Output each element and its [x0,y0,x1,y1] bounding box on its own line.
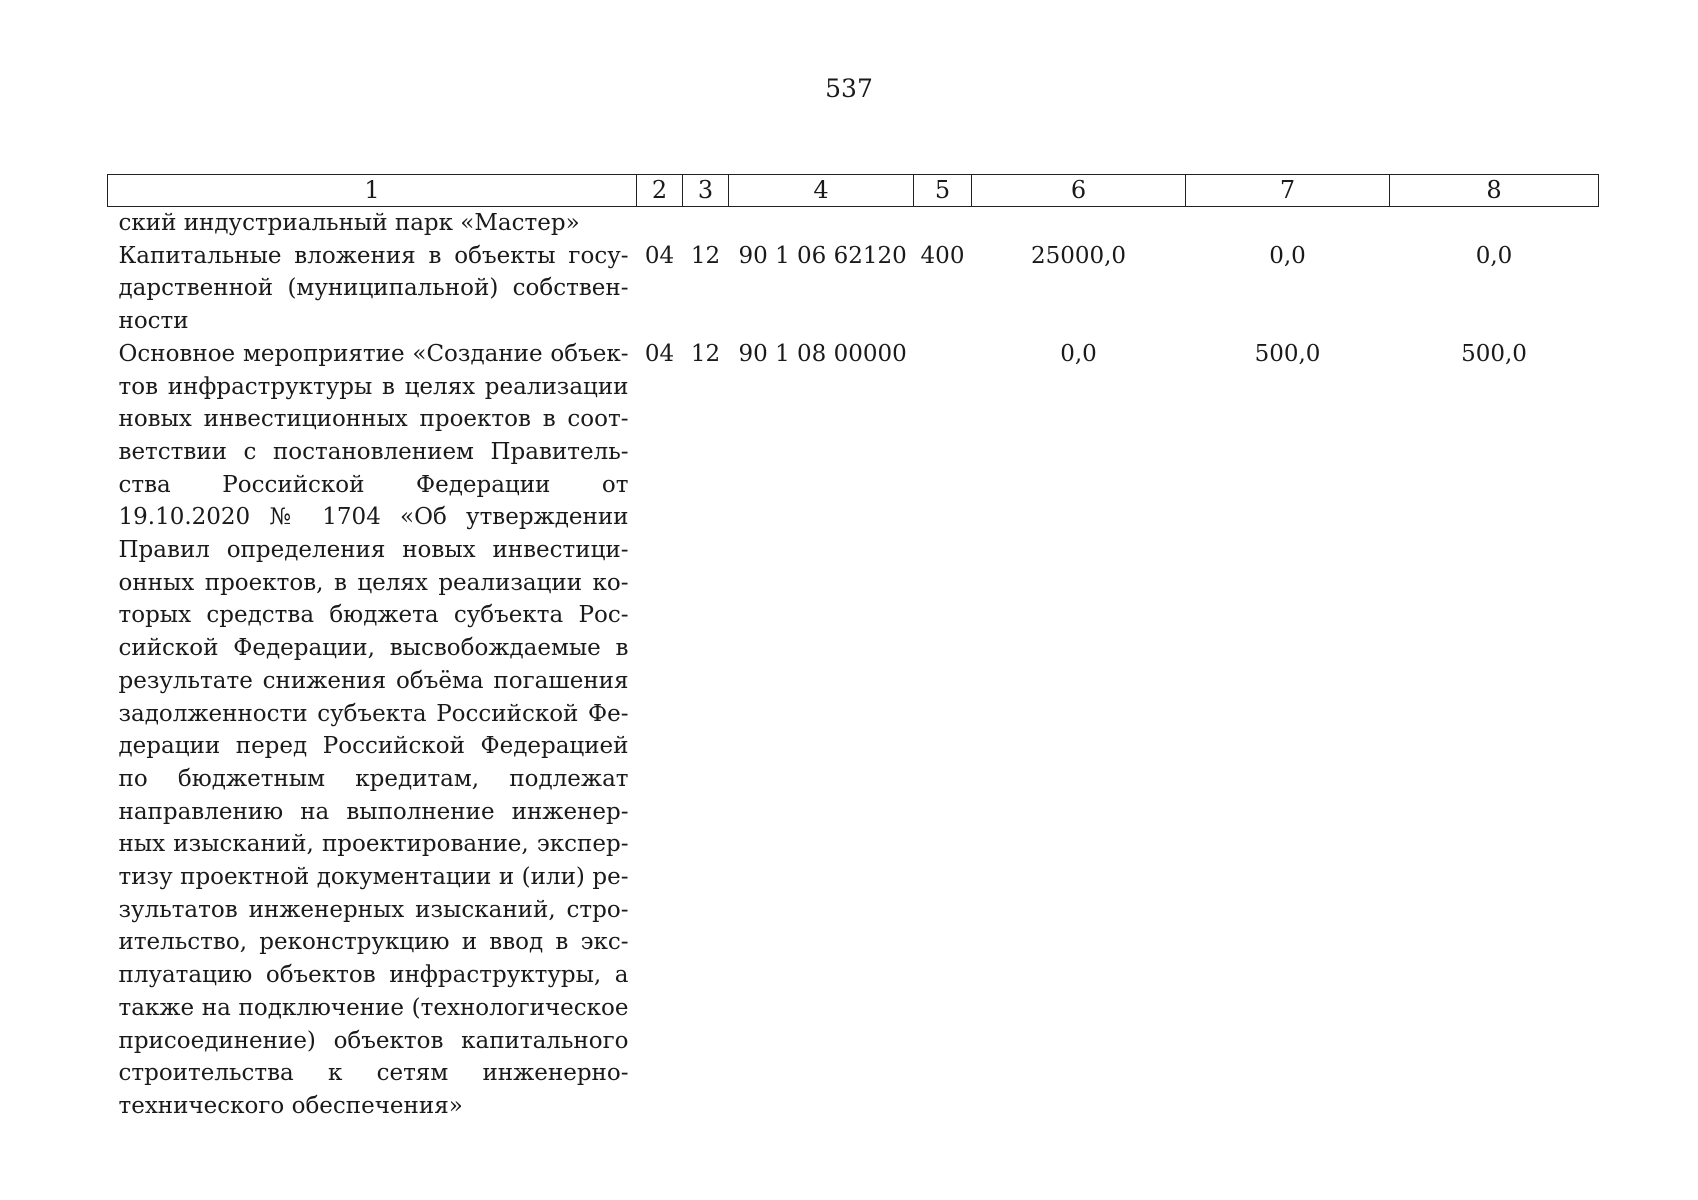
header-col-6: 6 [972,175,1186,207]
row-name-line: 19.10.2020 № 1704 «Об утверждении [118,504,629,531]
row-name-line: новых инвестиционных проектов в соот- [118,406,629,433]
row-section-cell [637,207,683,240]
row-name-line: задолженности субъекта Российской Фе- [118,700,629,727]
row-name-line: плуатацию объектов инфраструктуры, а [118,962,629,989]
row-section-cell: 04 [644,340,675,367]
row-name-line: онных проектов, в целях реализации ко- [118,569,629,596]
row-name-line: торых средства бюджета субъекта Рос- [118,602,629,629]
row-name-line: ский индустриальный парк «Мастер» [118,210,580,236]
header-col-1: 1 [108,175,637,207]
row-name-line: ности [118,308,189,335]
row-year1-amount-cell [972,207,1186,240]
row-name-line: зультатов инженерных изысканий, стро- [118,896,629,923]
row-subsection-cell [683,207,729,240]
row-section-cell: 04 [644,242,675,269]
row-name-line: тизу проектной документации и (или) ре- [118,864,629,891]
row-expense-type-cell [914,338,972,1123]
row-name-line: присоединение) объектов капитального [118,1027,629,1054]
table-row [108,240,1599,338]
row-year2-amount-cell: 0,0 [1269,242,1306,269]
table-body [108,207,1599,1123]
row-name-line: ства Российской Федерации от [118,471,629,498]
row-year3-amount-cell: 500,0 [1461,340,1527,367]
row-name-cell [108,338,637,1123]
table-row [108,207,1599,240]
budget-table-container [107,174,1598,1123]
row-name-line: по бюджетным кредитам, подлежат [118,765,629,792]
table-row [108,338,1599,1123]
table-header [108,175,1599,207]
row-name-line: направлению на выполнение инженер- [118,798,629,825]
header-col-5: 5 [914,175,972,207]
header-col-4: 4 [729,175,914,207]
row-year1-amount-cell: 0,0 [1060,340,1097,367]
row-year2-amount-cell [1186,207,1390,240]
row-name-line: также на подключение (технологическое [118,994,629,1021]
row-name-cell [108,207,637,240]
header-col-7: 7 [1186,175,1390,207]
row-year3-amount-cell [1390,207,1599,240]
row-year2-amount-cell: 500,0 [1254,340,1321,367]
header-col-2: 2 [637,175,683,207]
row-target-article-cell: 90 1 06 62120 [738,242,907,269]
row-expense-type-cell: 400 [920,242,965,269]
row-name-line: дарственной (муниципальной) собствен- [118,275,629,302]
row-year3-amount-cell: 0,0 [1475,242,1513,269]
row-year1-amount-cell: 25000,0 [1030,242,1127,269]
row-name-line: сийской Федерации, высвобождаемые в [118,635,629,662]
row-target-article-cell [729,207,914,240]
row-name-line: Правил определения новых инвестици- [118,537,629,564]
row-name-line: строительства к сетям инженерно- [118,1060,629,1087]
row-expense-type-cell [914,207,972,240]
row-name-line: результате снижения объёма погашения [118,667,629,694]
row-target-article-cell: 90 1 08 00000 [738,340,907,367]
budget-table [107,174,1599,1123]
row-name-line: ветствии с постановлением Правитель- [118,438,629,465]
row-name-line: тов инфраструктуры в целях реализации [118,373,629,400]
row-name-line: Капитальные вложения в объекты госу- [118,242,629,269]
row-subsection-cell: 12 [690,340,721,367]
row-name-cell [108,240,637,338]
row-name-line: ительство, реконструкцию и ввод в экс- [118,929,629,956]
header-col-3: 3 [683,175,729,207]
row-subsection-cell: 12 [690,242,721,269]
row-name-line: технического обеспечения» [118,1092,463,1119]
row-name-line: ных изысканий, проектирование, экспер- [118,831,629,858]
row-name-line: дерации перед Российской Федерацией [118,733,629,760]
page-number: 537 [825,74,873,103]
header-row [108,175,1599,207]
row-name-line: Основное мероприятие «Создание объек- [118,340,629,367]
header-col-8: 8 [1390,175,1599,207]
